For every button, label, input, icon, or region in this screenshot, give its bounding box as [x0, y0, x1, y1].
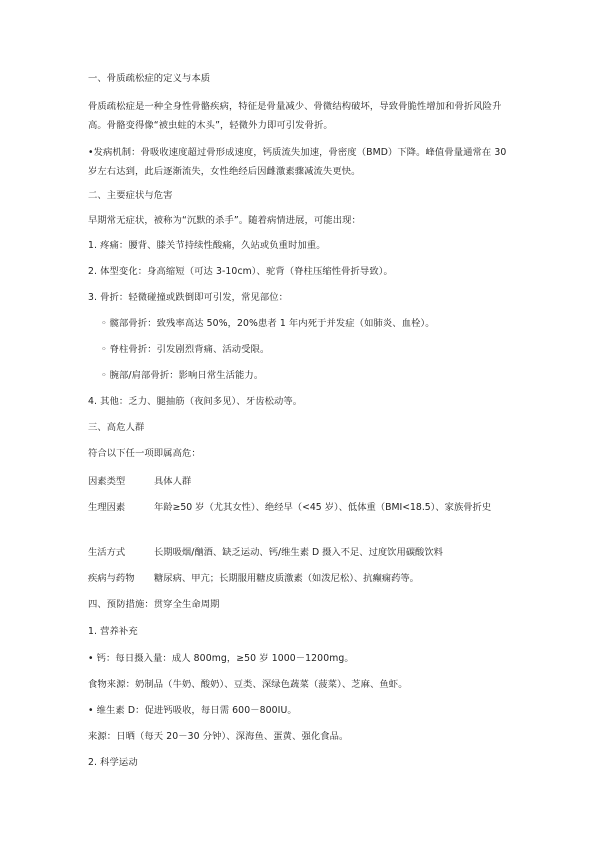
section-4-heading: 四、预防措施：贯穿全生命周期 — [88, 599, 220, 610]
nutrition-calcium: • 钙：每日摄入量：成人 800mg，≥50 岁 1000－1200mg。 — [88, 653, 354, 664]
fracture-sub-hip: ◦ 髋部骨折：致残率高达 50%，20%患者 1 年内死于并发症（如肺炎、血栓）。 — [101, 318, 435, 329]
nutrition-vitamin-d: • 维生素 D：促进钙吸收，每日需 600－800IU。 — [88, 705, 297, 716]
section-1-paragraph-mechanism: •发病机制：骨吸收速度超过骨形成速度，钙质流失加速，骨密度（BMD）下降。峰值骨量通常在 30 岁左右达到，此后逐渐流失，女性绝经后因雌激素骤减流失更快。 — [88, 147, 507, 177]
vitamin-d-sources: 来源：日晒（每天 20－30 分钟）、深海鱼、蛋黄、强化食品。 — [88, 731, 349, 742]
table-cell-population: 糖尿病、甲亢；长期服用糖皮质激素（如泼尼松）、抗癫痫药等。 — [154, 573, 419, 584]
table-cell-population: 长期吸烟/酗酒、缺乏运动、钙/维生素 D 摄入不足、过度饮用碳酸饮料 — [154, 547, 443, 558]
table-cell-factor: 疾病与药物 — [88, 573, 135, 584]
symptom-item-pain: 1. 疼痛：腰背、膝关节持续性酸痛，久站或负重时加重。 — [88, 240, 326, 251]
section-2-heading: 二、主要症状与危害 — [88, 190, 173, 201]
table-cell-population: 年龄≥50 岁（尤其女性）、绝经早（<45 岁）、低体重（BMI<18.5）、家族骨折史 — [154, 502, 492, 513]
symptom-item-fracture: 3. 骨折：轻微碰撞或跌倒即可引发，常见部位： — [88, 292, 289, 303]
section-2-intro: 早期常无症状，被称为“沉默的杀手”。随着病情进展，可能出现： — [88, 215, 361, 226]
nutrition-food-sources: 食物来源：奶制品（牛奶、酸奶）、豆类、深绿色蔬菜（菠菜）、芝麻、鱼虾。 — [88, 679, 408, 690]
table-cell-factor: 生理因素 — [88, 502, 126, 513]
table-header-cell: 具体人群 — [154, 476, 192, 487]
symptom-item-other: 4. 其他：乏力、腿抽筋（夜间多见）、牙齿松动等。 — [88, 396, 303, 407]
symptom-item-body-shape: 2. 体型变化：身高缩短（可达 3-10cm）、驼背（脊柱压缩性骨折导致）。 — [88, 266, 393, 277]
section-1-heading: 一、骨质疏松症的定义与本质 — [88, 73, 211, 84]
section-3-heading: 三、高危人群 — [88, 422, 145, 433]
fracture-sub-wrist: ◦ 腕部/肩部骨折：影响日常生活能力。 — [101, 370, 264, 381]
table-cell-factor: 生活方式 — [88, 547, 126, 558]
section-3-intro: 符合以下任一项即属高危： — [88, 448, 201, 459]
prevention-sub-nutrition: 1. 营养补充 — [88, 626, 138, 637]
prevention-sub-exercise: 2. 科学运动 — [88, 757, 138, 768]
fracture-sub-spine: ◦ 脊柱骨折：引发剧烈背痛、活动受限。 — [101, 344, 270, 355]
table-header-cell: 因素类型 — [88, 476, 126, 487]
section-1-paragraph-definition: 骨质疏松症是一种全身性骨骼疾病，特征是骨量减少、骨微结构破坏，导致骨脆性增加和骨折风险升高。骨骼变得像“被虫蛀的木头”，轻微外力即可引发骨折。 — [88, 101, 502, 131]
